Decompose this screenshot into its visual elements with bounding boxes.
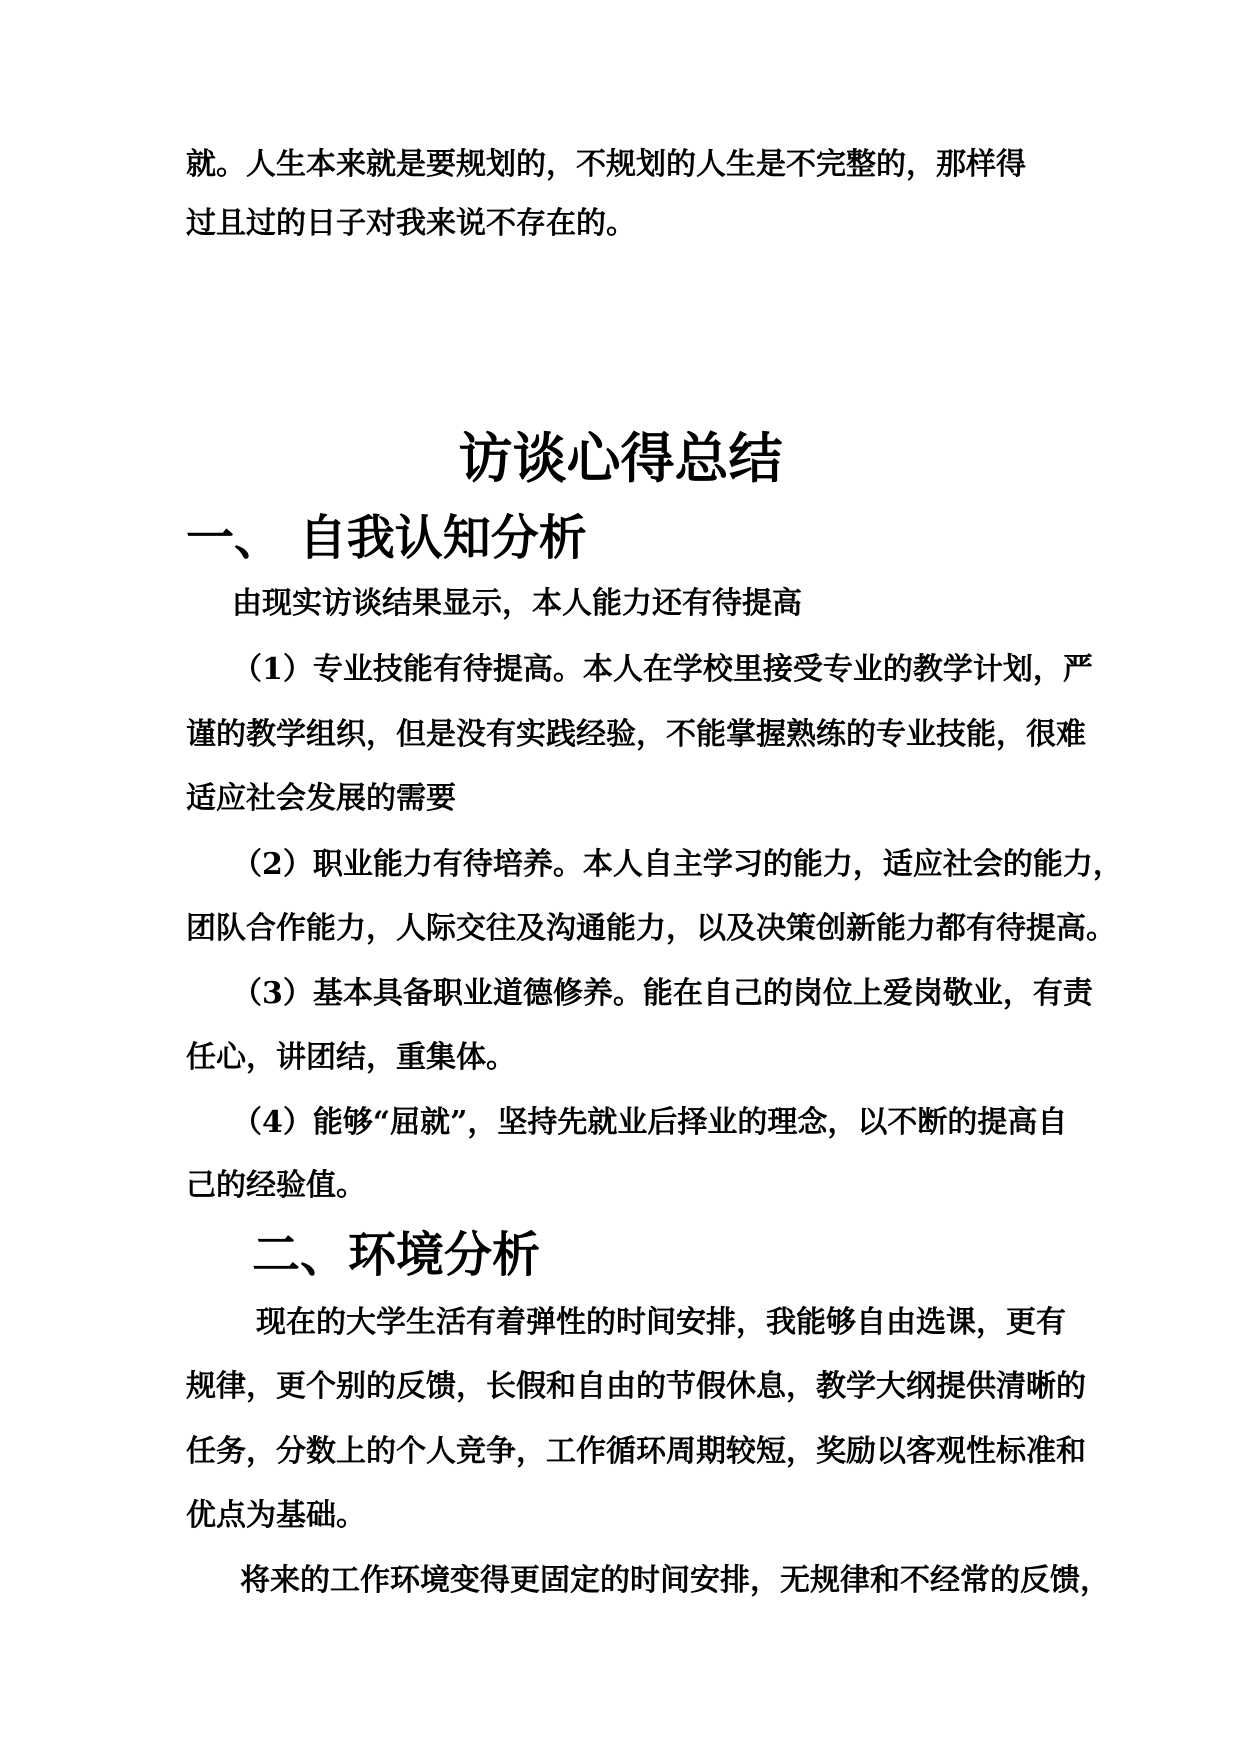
section-heading: 一、 自我认知分析 [186,510,587,566]
paragraph-line: 就。人生本来就是要规划的，不规划的人生是不完整的，那样得 [186,147,1026,182]
page-title: 访谈心得总结 [458,426,783,490]
paragraph-line: （1）专业技能有待提高。本人在学校里接受专业的教学计划，严 [232,652,1093,687]
paragraph-line: 将来的工作环境变得更固定的时间安排，无规律和不经常的反馈， [240,1563,1110,1598]
paragraph-line: （3）基本具备职业道德修养。能在自己的岗位上爱岗敬业，有责 [232,976,1093,1011]
paragraph-line: 适应社会发展的需要 [186,781,456,816]
paragraph-line: 任务，分数上的个人竞争，工作循环周期较短，奖励以客观性标准和 [186,1434,1086,1469]
paragraph-line: 过且过的日子对我来说不存在的。 [186,206,636,241]
paragraph-line: （4）能够“屈就”，坚持先就业后择业的理念，以不断的提高自 [232,1105,1068,1140]
paragraph-line: 任心，讲团结，重集体。 [186,1040,516,1075]
paragraph-line: 现在的大学生活有着弹性的时间安排，我能够自由选课，更有 [256,1305,1066,1340]
section-heading: 二、环境分析 [252,1227,541,1283]
paragraph-line: 优点为基础。 [186,1498,366,1533]
paragraph-line: 团队合作能力，人际交往及沟通能力，以及决策创新能力都有待提高。 [186,911,1116,946]
paragraph-line: （2）职业能力有待培养。本人自主学习的能力，适应社会的能力， [232,847,1123,882]
paragraph-line: 规律，更个别的反馈，长假和自由的节假休息，教学大纲提供清晰的 [186,1369,1086,1404]
section-intro: 由现实访谈结果显示，本人能力还有待提高 [232,586,802,621]
paragraph-line: 己的经验值。 [186,1168,366,1203]
paragraph-line: 谨的教学组织，但是没有实践经验，不能掌握熟练的专业技能，很难 [186,717,1086,752]
